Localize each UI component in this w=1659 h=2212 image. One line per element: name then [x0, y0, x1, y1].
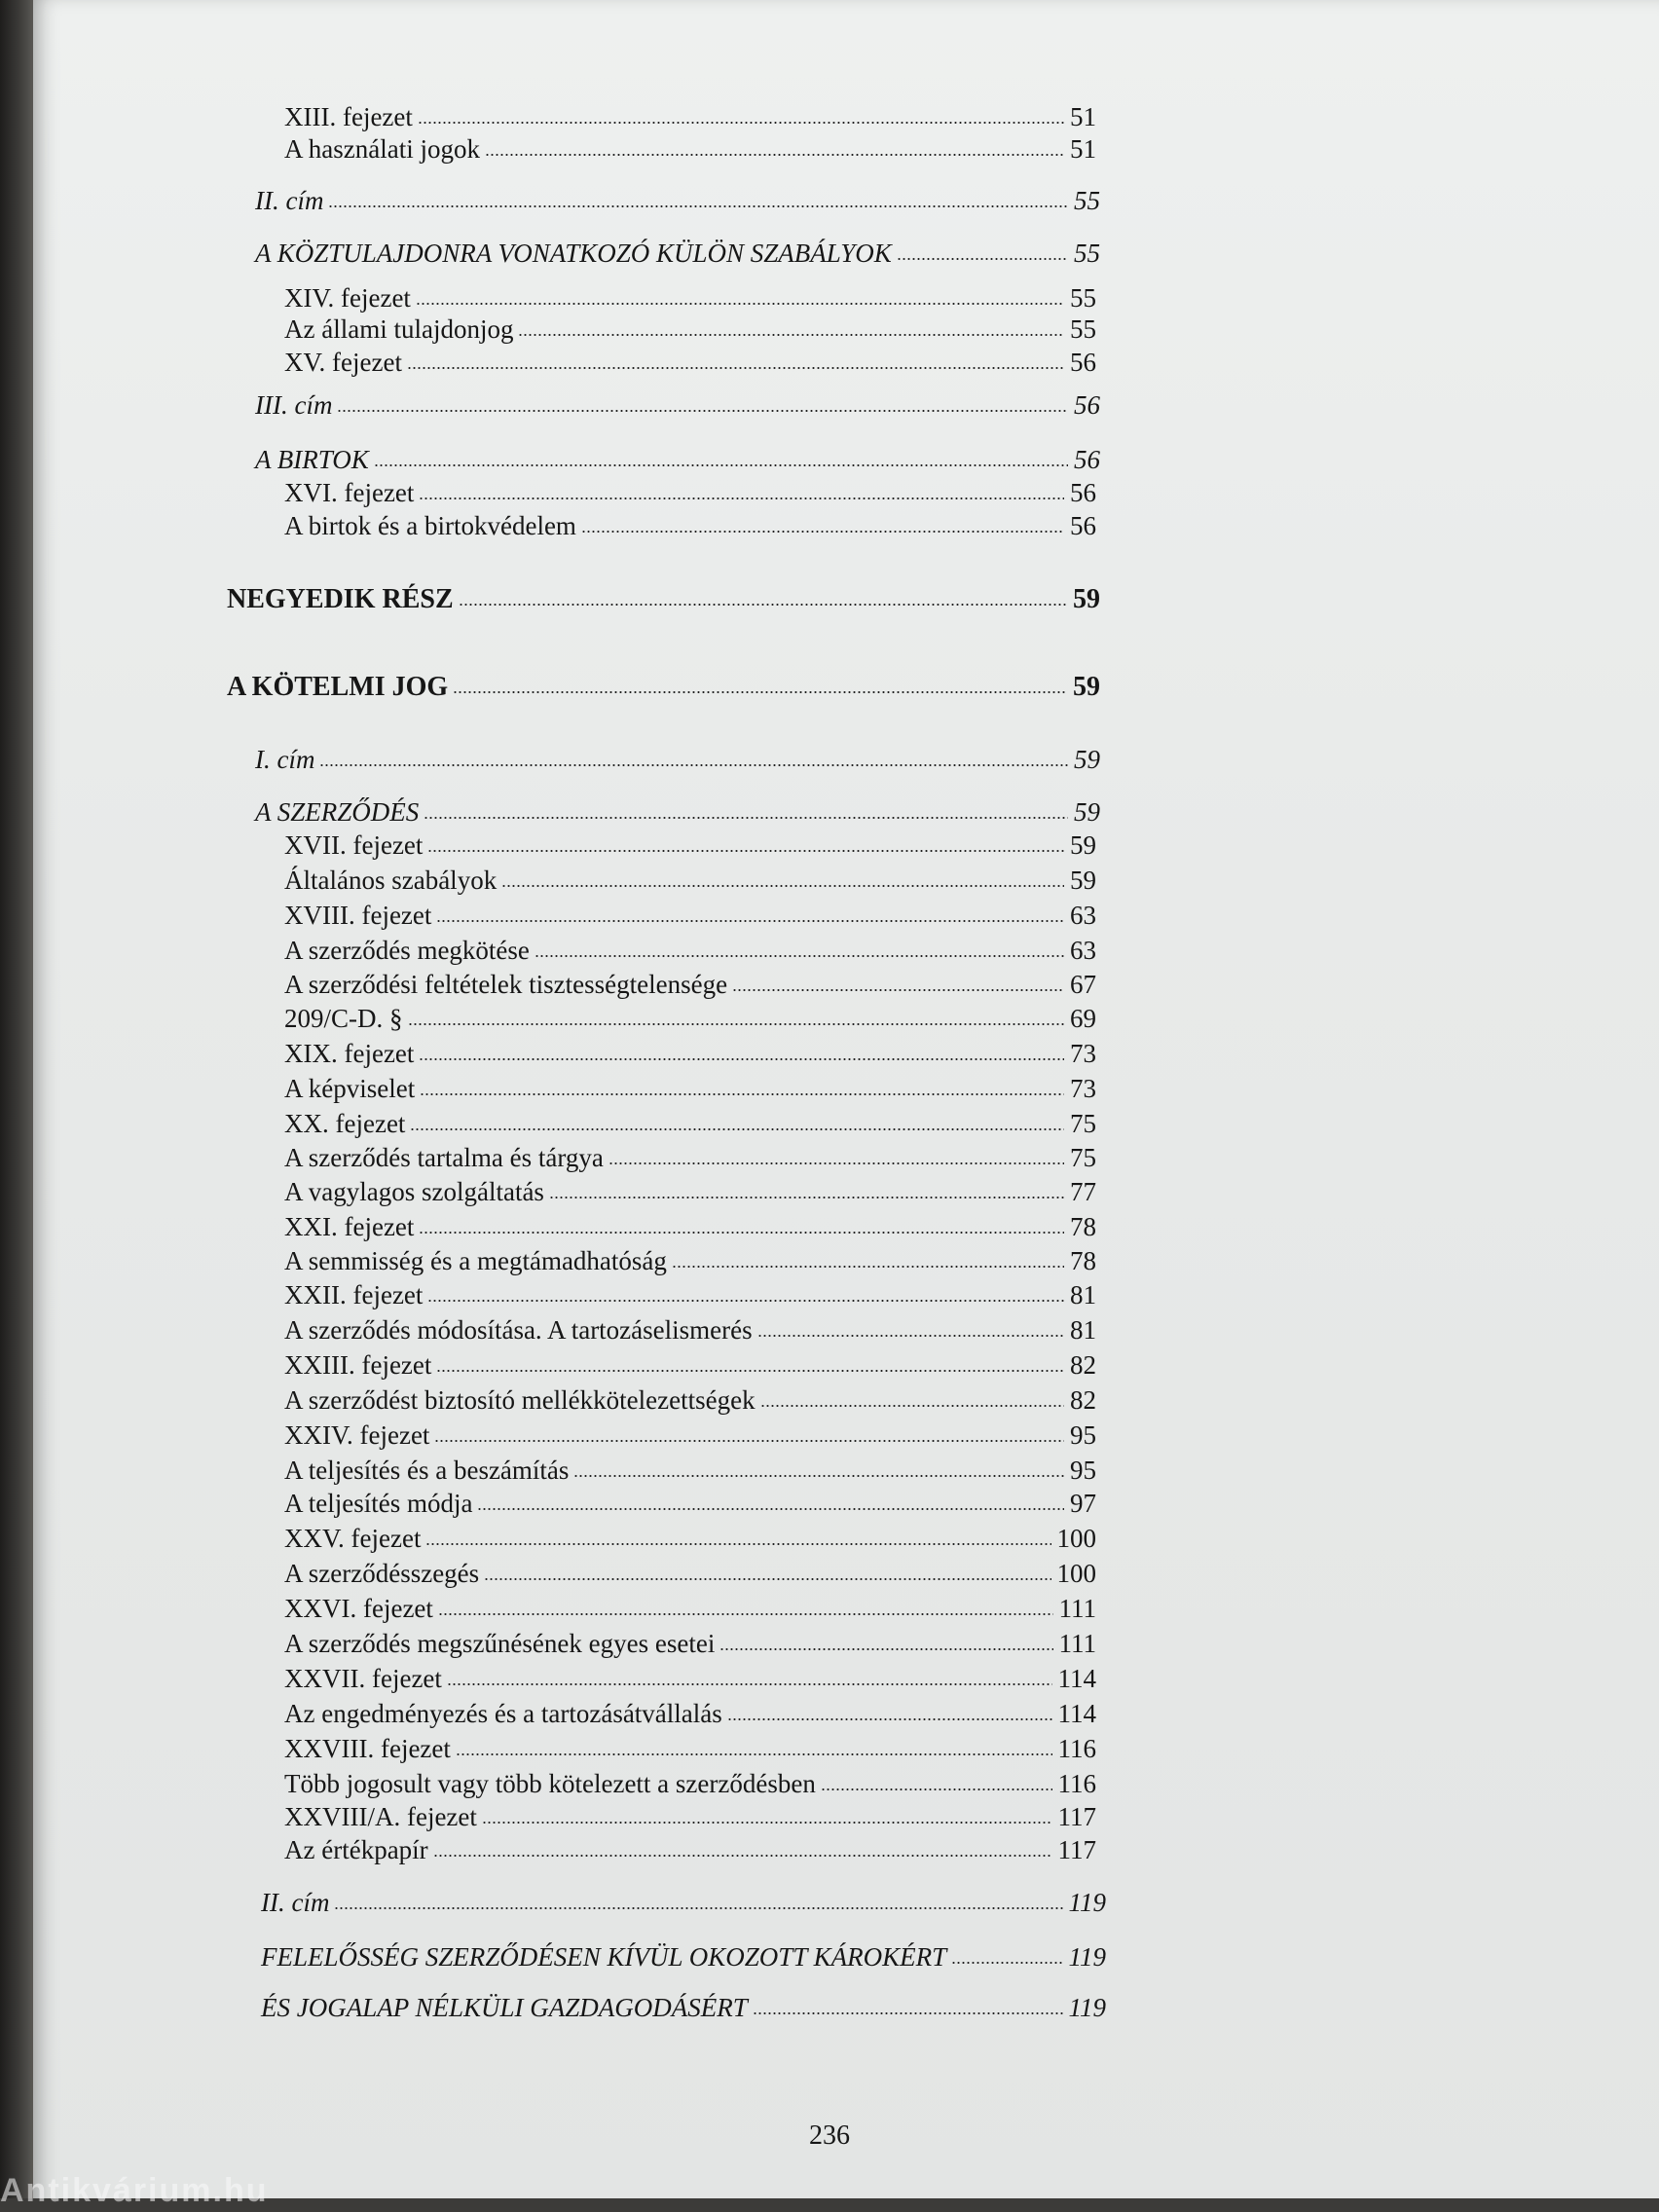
toc-part-heading	[227, 672, 1100, 703]
toc-entry-page: 59	[1070, 830, 1096, 860]
toc-part-heading	[227, 584, 1100, 615]
toc-entry	[284, 1142, 1096, 1173]
toc-entry-page: 69	[1070, 1004, 1096, 1033]
dot-leader	[420, 1093, 1064, 1095]
dot-leader	[477, 1508, 1064, 1510]
toc-entry-title: A vagylagos szolgáltatás	[284, 1177, 544, 1206]
toc-entry-page: 100	[1056, 1559, 1096, 1588]
dot-leader	[732, 989, 1064, 991]
toc-entry-title: XV. fejezet	[284, 348, 402, 377]
toc-entry	[284, 900, 1096, 931]
dot-leader	[408, 1023, 1065, 1025]
toc-entry	[284, 1523, 1096, 1554]
toc-entry	[284, 830, 1096, 861]
toc-entry-title: A KÖZTULAJDONRA VONATKOZÓ KÜLÖN SZABÁLYOK	[255, 239, 892, 268]
dot-leader	[535, 955, 1064, 957]
toc-entry-title: XXIII. fejezet	[284, 1350, 432, 1380]
dot-leader	[419, 1058, 1064, 1060]
toc-entry-title: II. cím	[261, 1888, 330, 1917]
toc-entry-page: 56	[1070, 348, 1096, 377]
toc-entry	[255, 796, 1100, 828]
toc-entry-title: Több jogosult vagy több kötelezett a szerződésben	[284, 1769, 816, 1798]
toc-entry-page: 95	[1070, 1420, 1096, 1450]
dot-leader	[501, 885, 1064, 887]
toc-entry-title: A szerződési feltételek tisztességtelensége	[284, 970, 728, 999]
toc-entry	[284, 865, 1096, 896]
toc-entry-title: XVIII. fejezet	[284, 901, 432, 930]
toc-entry-page: 114	[1057, 1699, 1096, 1728]
toc-entry-title: A szerződést biztosító mellékkötelezettségek	[284, 1385, 756, 1415]
toc-entry	[284, 1488, 1096, 1519]
toc-entry-title: XXI. fejezet	[284, 1212, 415, 1241]
toc-entry-page: 78	[1070, 1212, 1096, 1241]
toc-entry-title: A szerződésszegés	[284, 1559, 480, 1588]
toc-entry-title: I. cím	[255, 745, 315, 774]
toc-entry-page: 81	[1070, 1280, 1096, 1309]
toc-entry-title: A SZERZŐDÉS	[255, 797, 420, 827]
toc-entry-page: 119	[1068, 1942, 1106, 1972]
dot-leader	[608, 1162, 1064, 1164]
toc-entry	[284, 1211, 1096, 1242]
toc-entry-title: A semmisség és a megtámadhatóság	[284, 1246, 667, 1275]
toc-entry-title: Általános szabályok	[284, 866, 498, 895]
toc-entry	[261, 1941, 1106, 1972]
toc-entry	[284, 1314, 1096, 1346]
toc-entry-title: XXIV. fejezet	[284, 1420, 430, 1450]
toc-entry	[284, 347, 1096, 378]
dot-leader	[727, 1718, 1052, 1720]
toc-entry-page: 73	[1070, 1074, 1096, 1103]
toc-entry	[284, 1279, 1096, 1310]
dot-leader	[485, 154, 1064, 156]
toc-entry-page: 114	[1057, 1664, 1096, 1693]
toc-entry	[284, 1663, 1096, 1694]
toc-entry	[284, 1003, 1096, 1034]
toc-entry-title: XXV. fejezet	[284, 1524, 422, 1553]
toc-entry-title: XXII. fejezet	[284, 1280, 424, 1309]
toc-entry-title: Az állami tulajdonjog	[284, 314, 514, 344]
toc-entry-page: 67	[1070, 970, 1096, 999]
dot-leader	[897, 258, 1068, 260]
dot-leader	[416, 303, 1064, 305]
toc-entry	[284, 1698, 1096, 1729]
toc-entry-title: FELELŐSSÉG SZERZŐDÉSEN KÍVÜL OKOZOTT KÁROKÉRT	[261, 1942, 947, 1972]
dot-leader	[419, 498, 1064, 499]
dot-leader	[518, 334, 1064, 336]
dot-leader	[581, 531, 1064, 533]
toc-entry-title: Az engedményezés és a tartozásátvállalás	[284, 1699, 722, 1728]
dot-leader	[821, 1788, 1052, 1790]
toc-entry-title: A KÖTELMI JOG	[227, 672, 449, 702]
dot-leader	[319, 764, 1068, 766]
toc-entry-page: 56	[1070, 478, 1096, 507]
toc-entry-page: 100	[1056, 1524, 1096, 1553]
toc-entry	[284, 101, 1096, 132]
toc-entry-title: A szerződés megkötése	[284, 936, 530, 965]
dot-leader	[424, 817, 1068, 819]
toc-entry-page: 111	[1058, 1629, 1096, 1658]
toc-entry-title: A használati jogok	[284, 134, 480, 164]
toc-entry	[284, 1628, 1096, 1659]
dot-leader	[753, 2012, 1063, 2014]
toc-entry-title: A BIRTOK	[255, 445, 369, 474]
dot-leader	[484, 1578, 1051, 1580]
dot-leader	[419, 1232, 1064, 1234]
toc-entry-page: 59	[1070, 866, 1096, 895]
toc-entry	[284, 477, 1096, 508]
dot-leader	[427, 850, 1064, 852]
dot-leader	[334, 1907, 1062, 1909]
toc-entry-page: 77	[1070, 1177, 1096, 1206]
toc-entry-title: A szerződés megszűnésének egyes esetei	[284, 1629, 716, 1658]
dot-leader	[719, 1648, 1052, 1650]
dot-leader	[549, 1197, 1064, 1198]
toc-entry-page: 116	[1057, 1769, 1096, 1798]
toc-entry	[255, 185, 1100, 216]
toc-entry-title: ÉS JOGALAP NÉLKÜLI GAZDAGODÁSÉRT	[261, 1993, 748, 2022]
toc-entry-title: XIII. fejezet	[284, 102, 413, 131]
toc-entry	[284, 1245, 1096, 1276]
toc-entry-page: 63	[1070, 936, 1096, 965]
toc-entry-title: XXVIII. fejezet	[284, 1734, 451, 1763]
toc-entry	[284, 1349, 1096, 1381]
toc-entry-title: Az értékpapír	[284, 1835, 428, 1864]
toc-entry-page: 119	[1068, 1888, 1106, 1917]
toc-entry-page: 75	[1070, 1143, 1096, 1172]
toc-entry	[284, 935, 1096, 966]
toc-entry-page: 117	[1057, 1802, 1096, 1831]
toc-entry	[284, 133, 1096, 165]
toc-entry	[261, 1992, 1106, 2023]
dot-leader	[447, 1683, 1052, 1685]
toc-entry-title: XX. fejezet	[284, 1109, 406, 1138]
toc-entry-page: 56	[1070, 511, 1096, 540]
toc-entry	[284, 1038, 1096, 1069]
dot-leader	[407, 367, 1064, 369]
toc-entry-title: A képviselet	[284, 1074, 416, 1103]
toc-entry-page: 59	[1074, 797, 1100, 827]
toc-entry	[284, 1384, 1096, 1416]
toc-entry	[284, 1593, 1096, 1624]
toc-entry-page: 82	[1070, 1385, 1096, 1415]
toc-entry-page: 55	[1070, 283, 1096, 313]
toc-entry-title: A teljesítés és a beszámítás	[284, 1456, 570, 1485]
toc-entry-page: 81	[1070, 1315, 1096, 1345]
dot-leader	[436, 920, 1064, 922]
toc-entry-page: 55	[1070, 314, 1096, 344]
dot-leader	[410, 1128, 1064, 1130]
toc-entry-page: 82	[1070, 1350, 1096, 1380]
dot-leader	[760, 1405, 1064, 1407]
toc-entry	[284, 1419, 1096, 1451]
toc-entry-page: 55	[1074, 239, 1100, 268]
toc-entry-title: XIX. fejezet	[284, 1039, 415, 1068]
toc-entry-title: XIV. fejezet	[284, 283, 411, 313]
toc-entry	[284, 1801, 1096, 1832]
dot-leader	[328, 205, 1068, 207]
dot-leader	[436, 1370, 1064, 1372]
dot-leader	[459, 604, 1067, 606]
toc-entry-page: 111	[1058, 1594, 1096, 1623]
toc-entry	[284, 1073, 1096, 1104]
toc-entry-page: 73	[1070, 1039, 1096, 1068]
toc-entry-title: NEGYEDIK RÉSZ	[227, 584, 454, 614]
toc-entry	[255, 389, 1100, 421]
toc-entry-page: 63	[1070, 901, 1096, 930]
toc-entry-title: A szerződés tartalma és tárgya	[284, 1143, 604, 1172]
toc-entry	[284, 1834, 1096, 1865]
dot-leader	[434, 1440, 1064, 1442]
dot-leader	[374, 464, 1068, 466]
dot-leader	[453, 691, 1067, 693]
toc-entry-page: 119	[1068, 1993, 1106, 2022]
toc-entry-page: 56	[1074, 445, 1100, 474]
toc-entry-page: 75	[1070, 1109, 1096, 1138]
dot-leader	[951, 1962, 1062, 1964]
toc-entry	[284, 1176, 1096, 1207]
toc-entry-title: XXVIII/A. fejezet	[284, 1802, 477, 1831]
toc-entry-page: 97	[1070, 1489, 1096, 1518]
toc-entry-page: 78	[1070, 1246, 1096, 1275]
toc-entry	[255, 744, 1100, 775]
toc-entry-page: 116	[1057, 1734, 1096, 1763]
toc-entry-page: 95	[1070, 1456, 1096, 1485]
toc-entry	[284, 1768, 1096, 1799]
toc-entry	[284, 313, 1096, 345]
toc-entry	[284, 282, 1096, 313]
toc-entry-page: 59	[1073, 584, 1100, 614]
toc-entry-page: 59	[1073, 672, 1100, 702]
watermark: Antikvárium.hu	[0, 2172, 269, 2209]
toc-entry	[284, 1733, 1096, 1764]
dot-leader	[482, 1822, 1052, 1824]
toc-entry	[255, 238, 1100, 269]
toc-entry-title: XVII. fejezet	[284, 830, 424, 860]
dot-leader	[337, 410, 1068, 412]
toc-entry-title: A birtok és a birtokvédelem	[284, 511, 576, 540]
toc-entry-title: 209/C-D. §	[284, 1004, 403, 1033]
dot-leader	[427, 1300, 1064, 1302]
toc-entry-page: 117	[1057, 1835, 1096, 1864]
toc-entry	[284, 510, 1096, 541]
toc-entry	[284, 1558, 1096, 1589]
dot-leader	[757, 1335, 1064, 1337]
toc-entry	[284, 1108, 1096, 1139]
dot-leader	[672, 1266, 1064, 1268]
toc-entry-title: II. cím	[255, 186, 324, 215]
page-number: 236	[809, 2120, 850, 2151]
toc-entry-title: XXVI. fejezet	[284, 1594, 433, 1623]
dot-leader	[456, 1753, 1052, 1755]
dot-leader	[418, 122, 1064, 124]
dot-leader	[433, 1855, 1052, 1857]
toc-entry	[261, 1887, 1106, 1918]
toc-entry-title: A szerződés módosítása. A tartozáselismerés	[284, 1315, 753, 1345]
toc-entry-page: 56	[1074, 390, 1100, 420]
toc-entry-title: XVI. fejezet	[284, 478, 415, 507]
toc-entry	[255, 444, 1100, 475]
toc-entry-title: A teljesítés módja	[284, 1489, 473, 1518]
dot-leader	[425, 1543, 1051, 1545]
dot-leader	[573, 1475, 1064, 1477]
toc-entry-page: 51	[1070, 134, 1096, 164]
toc-entry-title: III. cím	[255, 390, 333, 420]
toc-entry-page: 59	[1074, 745, 1100, 774]
toc-entry-title: XXVII. fejezet	[284, 1664, 442, 1693]
toc-entry	[284, 1455, 1096, 1486]
toc-entry	[284, 969, 1096, 1000]
toc-entry-page: 51	[1070, 102, 1096, 131]
dot-leader	[438, 1613, 1053, 1615]
toc-entry-page: 55	[1074, 186, 1100, 215]
